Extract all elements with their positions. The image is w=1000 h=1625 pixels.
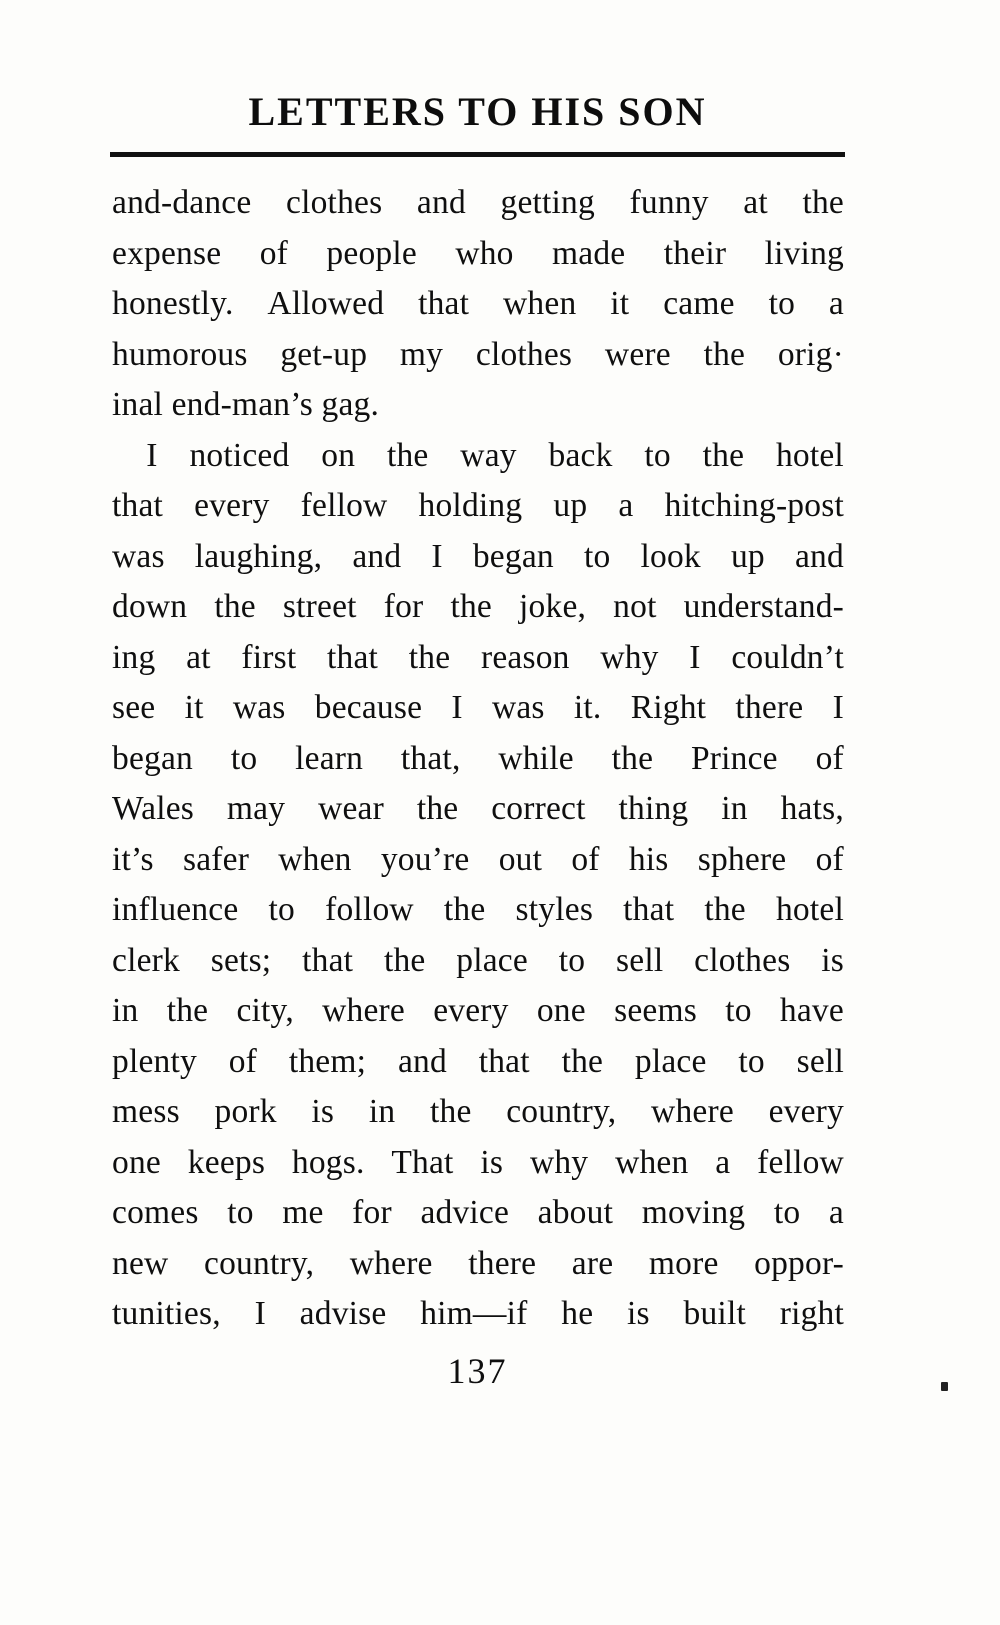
- text-line: [112, 431, 844, 482]
- text-word: his: [628, 840, 669, 878]
- text-word: noticed: [189, 436, 290, 474]
- text-word: one: [112, 1143, 161, 1181]
- text-word: of: [259, 234, 289, 272]
- text-word: he: [561, 1295, 594, 1332]
- text-line: [112, 885, 844, 936]
- text-word: That: [391, 1143, 454, 1181]
- text-word: that: [623, 891, 675, 928]
- text-line: [112, 330, 844, 381]
- text-word: a: [828, 1194, 844, 1231]
- text-word: there: [735, 689, 804, 726]
- text-word: the: [383, 941, 426, 979]
- text-word: a: [618, 487, 634, 524]
- text-word: down: [112, 588, 188, 625]
- text-line: [112, 683, 844, 734]
- text-line: inal end-man’s gag.: [112, 386, 380, 423]
- text-word: seems: [614, 992, 697, 1029]
- text-word: getting: [500, 184, 595, 221]
- text-line: [112, 936, 844, 987]
- text-word: hotel: [775, 891, 844, 928]
- text-word: Prince: [690, 739, 778, 777]
- text-word: look: [640, 537, 701, 575]
- text-word: and: [416, 184, 466, 221]
- text-word: where: [349, 1244, 433, 1282]
- text-word: follow: [325, 891, 414, 928]
- text-word: influence: [112, 891, 239, 928]
- text-word: get-up: [280, 335, 368, 373]
- text-word: more: [648, 1244, 719, 1282]
- text-word: the: [416, 790, 459, 827]
- text-word: the: [611, 739, 654, 777]
- text-word: when: [278, 840, 352, 878]
- text-word: plenty: [112, 1042, 197, 1080]
- text-word: their: [663, 234, 727, 272]
- text-word: in: [368, 1093, 396, 1130]
- text-word: it: [184, 689, 204, 726]
- text-word: way: [460, 436, 517, 474]
- text-word: my: [399, 335, 444, 373]
- text-word: were: [604, 335, 671, 373]
- text-word: for: [383, 588, 424, 625]
- text-word: the: [704, 891, 746, 928]
- text-word: made: [552, 234, 626, 272]
- text-word: funny: [629, 184, 709, 221]
- text-word: the: [430, 1093, 472, 1130]
- text-word: every: [768, 1093, 844, 1130]
- text-word: the: [702, 436, 745, 474]
- text-word: up: [730, 537, 765, 575]
- text-word: clothes: [475, 335, 573, 373]
- text-word: reason: [480, 638, 570, 676]
- text-word: not: [613, 588, 657, 625]
- text-word: sell: [796, 1042, 844, 1080]
- text-word: in: [112, 992, 139, 1029]
- text-word: one: [536, 992, 586, 1029]
- text-word: place: [634, 1042, 707, 1080]
- text-word: at: [186, 638, 211, 676]
- text-line: [112, 582, 844, 633]
- text-word: the: [166, 992, 209, 1029]
- text-word: it.: [573, 689, 602, 726]
- text-word: clothes: [286, 184, 383, 221]
- text-word: to: [725, 992, 752, 1029]
- text-word: to: [738, 1042, 765, 1080]
- page-title: LETTERS TO HIS SON: [248, 89, 707, 134]
- text-word: to: [583, 537, 611, 575]
- text-word: I: [431, 537, 443, 575]
- text-line: [112, 734, 844, 785]
- text-word: is: [480, 1143, 504, 1181]
- text-word: the: [703, 335, 746, 373]
- text-word: may: [226, 790, 286, 827]
- text-word: have: [779, 992, 844, 1029]
- text-word: out: [498, 840, 543, 878]
- text-word: fellow: [757, 1143, 844, 1181]
- text-word: why: [600, 638, 659, 676]
- text-word: to: [768, 285, 796, 322]
- text-word: orig·: [777, 335, 844, 373]
- text-word: a: [828, 285, 844, 322]
- text-word: sets;: [210, 941, 272, 979]
- text-word: about: [537, 1194, 614, 1231]
- text-word: the: [802, 184, 844, 221]
- text-word: Allowed: [267, 285, 385, 322]
- text-word: the: [443, 891, 486, 928]
- text-word: every: [194, 487, 270, 524]
- text-word: hogs.: [291, 1143, 365, 1181]
- text-word: honestly.: [112, 285, 234, 322]
- text-word: while: [498, 739, 574, 777]
- text-word: humorous: [112, 335, 248, 373]
- text-word: clothes: [694, 941, 791, 979]
- text-word: to: [773, 1194, 801, 1231]
- text-word: wear: [318, 790, 384, 827]
- text-word: advise: [299, 1295, 387, 1332]
- text-word: moving: [641, 1194, 746, 1231]
- text-word: couldn’t: [731, 638, 844, 676]
- text-word: and: [397, 1042, 447, 1080]
- text-word: and: [352, 537, 402, 575]
- text-word: there: [468, 1244, 537, 1282]
- header-rule: [110, 152, 845, 157]
- text-word: to: [644, 436, 671, 474]
- text-word: that: [302, 941, 354, 979]
- text-word: it: [610, 285, 630, 322]
- text-word: correct: [491, 790, 586, 827]
- text-word: oppor-: [754, 1244, 844, 1282]
- text-word: to: [558, 941, 586, 979]
- text-word: the: [386, 436, 429, 474]
- text-word: the: [450, 588, 492, 625]
- text-word: that: [112, 487, 164, 524]
- text-word: in: [721, 790, 748, 827]
- text-word: right: [779, 1295, 844, 1332]
- text-word: was: [491, 689, 545, 726]
- text-line: [112, 1188, 844, 1239]
- text-word: that,: [400, 739, 461, 777]
- text-word: is: [821, 941, 844, 979]
- text-word: country,: [204, 1244, 315, 1282]
- page-number: 137: [447, 1351, 508, 1391]
- text-word: to: [268, 891, 296, 928]
- text-word: expense: [112, 234, 222, 272]
- text-line: [112, 178, 844, 229]
- text-word: I: [254, 1295, 266, 1332]
- text-word: was: [112, 537, 165, 575]
- text-word: tunities,: [112, 1295, 221, 1332]
- text-word: living: [764, 234, 844, 272]
- text-word: a: [715, 1143, 731, 1181]
- text-line: [112, 986, 844, 1037]
- text-word: thing: [618, 790, 689, 827]
- text-word: sphere: [697, 840, 787, 878]
- text-word: I: [689, 638, 701, 676]
- text-word: I: [112, 436, 158, 474]
- text-line: [112, 1239, 844, 1290]
- text-word: on: [321, 436, 356, 474]
- text-word: Wales: [112, 790, 195, 827]
- text-word: every: [433, 992, 509, 1029]
- text-word: clerk: [112, 941, 180, 979]
- margin-speck: [941, 1382, 948, 1391]
- text-word: hats,: [780, 790, 844, 827]
- text-line: [112, 279, 844, 330]
- text-word: holding: [418, 487, 523, 524]
- text-word: safer: [182, 840, 250, 878]
- text-line: [112, 784, 844, 835]
- text-word: them;: [288, 1042, 367, 1080]
- text-word: street: [282, 588, 357, 625]
- text-word: hotel: [775, 436, 844, 474]
- text-word: the: [214, 588, 256, 625]
- text-word: why: [529, 1143, 589, 1181]
- text-word: understand-: [683, 588, 844, 625]
- text-word: place: [456, 941, 528, 979]
- text-word: new: [112, 1244, 169, 1282]
- text-word: the: [408, 638, 451, 676]
- text-word: learn: [295, 739, 364, 777]
- text-word: when: [615, 1143, 689, 1181]
- text-word: that: [478, 1042, 530, 1080]
- text-word: sell: [616, 941, 664, 979]
- text-word: of: [571, 840, 600, 878]
- text-word: who: [455, 234, 514, 272]
- text-word: joke,: [519, 588, 587, 625]
- text-line: [112, 229, 844, 280]
- text-word: advice: [420, 1194, 510, 1231]
- text-line: [112, 481, 844, 532]
- text-word: that: [327, 638, 379, 676]
- text-word: that: [418, 285, 470, 322]
- text-line: [112, 633, 844, 684]
- text-word: Right: [630, 689, 707, 726]
- text-word: began: [472, 537, 554, 575]
- text-word: to: [230, 739, 258, 777]
- text-word: for: [352, 1194, 392, 1231]
- text-word: and-dance: [112, 184, 252, 221]
- text-word: came: [663, 285, 735, 322]
- text-word: styles: [515, 891, 594, 928]
- text-line: [112, 1138, 844, 1189]
- text-word: built: [683, 1295, 746, 1332]
- text-line: [112, 532, 844, 583]
- text-word: back: [548, 436, 613, 474]
- text-word: him—if: [420, 1295, 528, 1332]
- text-word: up: [553, 487, 588, 524]
- text-word: was: [232, 689, 286, 726]
- text-word: ing: [112, 638, 156, 676]
- text-word: keeps: [187, 1143, 266, 1181]
- text-word: I: [451, 689, 463, 726]
- text-word: see: [112, 689, 156, 726]
- text-word: city,: [236, 992, 294, 1029]
- text-line: [112, 1289, 844, 1340]
- text-word: I: [832, 689, 844, 726]
- text-word: of: [228, 1042, 258, 1080]
- text-word: pork: [214, 1093, 277, 1130]
- text-word: of: [815, 739, 844, 777]
- text-word: fellow: [300, 487, 388, 524]
- text-word: you’re: [380, 840, 470, 878]
- text-line: [112, 1037, 844, 1088]
- text-word: where: [651, 1093, 734, 1130]
- text-line: [112, 1087, 844, 1138]
- text-word: when: [503, 285, 577, 322]
- text-word: laughing,: [194, 537, 323, 575]
- text-word: to: [227, 1194, 254, 1231]
- text-word: comes: [112, 1194, 199, 1231]
- text-word: is: [311, 1093, 335, 1130]
- text-line: [112, 835, 844, 886]
- text-word: me: [282, 1194, 324, 1231]
- text-word: are: [571, 1244, 614, 1282]
- text-word: where: [322, 992, 405, 1029]
- text-word: and: [794, 537, 844, 575]
- text-word: because: [314, 689, 423, 726]
- text-word: the: [561, 1042, 604, 1080]
- text-word: began: [112, 739, 193, 777]
- text-word: at: [743, 184, 768, 221]
- text-word: of: [815, 840, 844, 878]
- text-word: it’s: [112, 840, 154, 878]
- text-word: mess: [112, 1093, 180, 1130]
- text-word: first: [241, 638, 297, 676]
- page-body-text: [112, 178, 844, 1340]
- text-word: hitching-post: [664, 487, 844, 524]
- text-word: is: [627, 1295, 650, 1332]
- text-word: people: [326, 234, 417, 272]
- text-word: country,: [506, 1093, 617, 1130]
